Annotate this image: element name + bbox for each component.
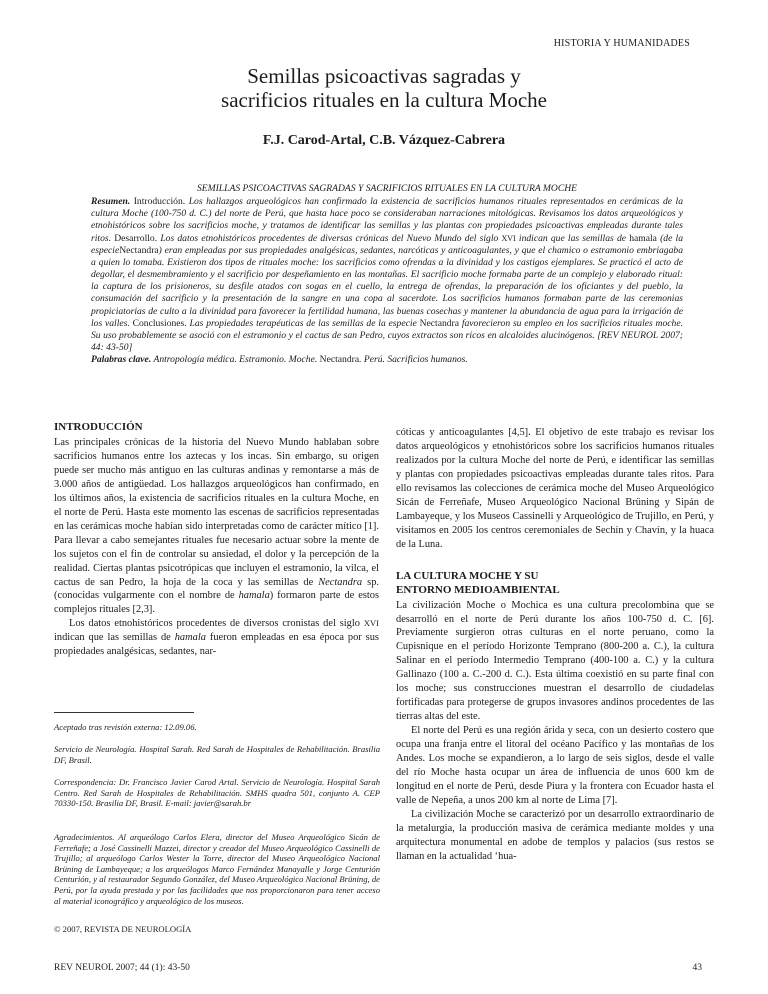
intro-p2-c: fueron empleadas en esa época por sus propiedades analgésicas, sedantes, nar- xyxy=(54,632,379,658)
nectandra-term: Nectandra xyxy=(119,244,159,256)
right-column xyxy=(396,426,714,864)
dev-label: Desarrollo. xyxy=(114,232,158,244)
hamala-term: hamala xyxy=(629,232,657,244)
correspondence-note: Correspondencia: Dr. Francisco Javier Carod Artal. Servicio de Neurología. Hospital Sarah Centro. Red Sarah de Hospitales de Rehabilitación. SMHS quadra 501, conjunto A. CEP 70330-150. Brasilia DF, Brasil. E-mail: javier@sarah.br xyxy=(54,777,380,809)
copyright-text: © 2007, REVISTA DE NEUROLOGÍA xyxy=(54,924,192,934)
intro-heading: INTRODUCCIÓN xyxy=(54,421,143,433)
abstract-dev-a: Los datos etnohistóricos procedentes de diversas crónicas del Nuevo Mundo del siglo xyxy=(160,232,499,244)
abstract-dev-c: (de la especie xyxy=(91,232,684,256)
keywords-label: Palabras clave. xyxy=(91,354,152,366)
intro-p1-b: sp. (conocidas vulgarmente con el nombre de xyxy=(54,576,379,602)
journal-citation: REV NEUROL 2007; 44 (1): 43-50 xyxy=(54,963,190,973)
moche-heading-line-1: LA CULTURA MOCHE Y SU xyxy=(396,569,539,582)
century: XVI xyxy=(501,233,516,243)
authors: F.J. Carod-Artal, C.B. Vázquez-Cabrera xyxy=(262,133,506,148)
concl-label: Conclusiones. xyxy=(132,317,187,329)
abstract-heading: SEMILLAS PSICOACTIVAS SAGRADAS Y SACRIFICIOS RITUALES EN LA CULTURA MOCHE xyxy=(196,183,578,194)
abstract xyxy=(91,183,683,366)
resumen-label: Resumen. xyxy=(91,196,131,208)
keywords-a: Antropología médica. Estramonio. Moche. xyxy=(153,354,318,366)
intro-p2-b: indican que las semillas de xyxy=(54,632,171,644)
century-2: XVI xyxy=(363,618,379,629)
moche-heading xyxy=(396,569,714,597)
moche-paragraph-2: El norte del Perú es una región árida y seca, con un desierto costero que ocupa una franja entre el litoral del océano Pacífico y las montañas de los Andes. Los moche se expandieron, a lo largo de seis siglos, desde el valle del río Moche hasta ocupar un área de influencia de unos 600 km de longitud en el norte de Perú, desde Piura y la frontera con Ecuador hasta el valle de Nepeña, a unos 200 km al norte de Lima [7]. xyxy=(396,725,714,806)
hamala-italic-2: hamala xyxy=(174,632,206,644)
intro-paragraph-2 xyxy=(54,617,379,659)
moche-heading-line-2: ENTORNO MEDIOAMBIENTAL xyxy=(396,583,560,596)
nectandra-italic: Nectandra xyxy=(318,576,363,588)
copyright-note xyxy=(54,924,380,935)
intro-p1-c: ) formaron parte de estos complejos rituales [2,3]. xyxy=(54,590,379,616)
moche-paragraph-3: La civilización Moche se caracterizó por un desarrollo extraordinario de la metalurgia, la producción masiva de cerámica mediante moldes y una arquitectura monumental en adobe de templos y palacios (sus restos se llaman en la actualidad ‘hua- xyxy=(396,808,714,862)
nectandra-term-2: Nectandra xyxy=(419,317,460,329)
article-title xyxy=(0,64,768,112)
hamala-italic: hamala xyxy=(238,590,270,602)
acknowledgements-note: Agradecimientos. Al arqueólogo Carlos Elera, director del Museo Arqueológico Sicán de Ferreñafe; a José Cassinelli Mazzei, director y creador del Museo Arqueológico Cassinelli de Trujillo; al arqueólogo Carlos Wester la Torre, director del Museo Arqueológico Nacional Brüning de Lambayeque; a los arqueólogos Marco Fernández Manayalle y Jorge Centurión Centurión, y al restaurador Segundo González, del Museo Arqueológico Nacional Brüning, de Perú, por la ayuda prestada y por las facilidades que nos proporcionaron para tener acceso al material iconográfico y arqueológico de los museos. xyxy=(54,832,380,906)
intro-p1-text: Las principales crónicas de la historia del Nuevo Mundo hablaban sobre sacrificios humanos entre los aztecas y los incas. Sin embargo, su origen puede ser mucho más antiguo en las culturas andinas y remontarse a más de 3.000 años de antigüedad. Los hallazgos arqueológicos han confirmado, en los últimos años, la existencia de sacrificios rituales en la cultura Moche, en el norte de Perú. Hasta este momento las escenas de sacrificios representadas en las cerámicas moche habían sido interpretadas como de carácter mítico [1]. Para llevar a cabo semejantes rituales fue necesario actuar sobre la mente de los sujetos con el fin de controlar su ansiedad, el dolor y la percepción de la realidad. Ciertas plantas psicotrópicas que incluyen el estramonio, la vilca, el cactus de san Pedro, la hoja de la coca y las semillas de xyxy=(54,437,379,588)
section-header: HISTORIA Y HUMANIDADES xyxy=(553,38,690,49)
page-number: 43 xyxy=(692,963,702,973)
intro-paragraph-1 xyxy=(54,436,379,617)
intro-p2-a: Los datos etnohistóricos procedentes de diversos cronistas del siglo xyxy=(69,618,360,630)
abstract-concl-b: favorecieron su empleo en los sacrificios rituales moche. Su uso probablemente se asoció con el estramonio y el cactus de san Pedro, cuyos extractos son ricos en alcaloides alucinógenos. [REV NEUROL 2007; 44: 43-50] xyxy=(91,317,683,354)
left-column xyxy=(54,420,379,659)
abstract-dev-d: ) eran empleadas por sus propiedades analgésicas, sedantes, narcóticas y anticoagulantes, y que el chamico o estramonio embriagaba a quien lo tomaba. Existieron dos tipos de rituales moche: los sacrificios como ofrendas a la divinidad y los castigos ejemplares. Se practicó el acto de degollar, el desmembramiento y el sacrificio por despeñamiento en las montañas. El sacrificio moche formaba parte de un complejo y elaborado ritual: la captura de los prisioneros, su desfile atados con sogas en el cuello, la entrega de ofrendas, la preparación de los oficiantes y del pueblo, la consumación del sacrificio y la presentación de la sangre en una copa al sacerdote. Los sacrificios humanos formaban parte de las ceremonias propiciatorias de culto a la divinidad para favorecer la fertilidad humana, las buenas cosechas y mantener la abundancia de agua para la irrigación de los valles. xyxy=(91,244,683,329)
affiliation-note: Servicio de Neurología. Hospital Sarah. Red Sarah de Hospitales de Rehabilitación. Brasilia DF, Brasil. xyxy=(54,744,380,765)
title-line-1: Semillas psicoactivas sagradas y xyxy=(247,64,521,88)
title-line-2: sacrificios rituales en la cultura Moche xyxy=(221,88,547,112)
keywords-nectandra: Nectandra xyxy=(319,354,360,366)
right-paragraph-cont: cóticas y anticoagulantes [4,5]. El objetivo de este trabajo es revisar los datos arqueológicos y etnohistóricos sobre los sacrificios humanos rituales realizados por la cultura Moche del norte de Perú, e identificar las semillas y plantas con propiedades psicoactivas empleadas durante tales ritos. Para ello revisamos las colecciones de cerámica moche del Museo Arqueológico Sicán de Ferreñafe, Museo Arqueológico Nacional Brüning y Sipán de Lambayeque, y los Museos Cassinelli y Arqueológico de Trujillo, en Perú, y visitamos en 2005 los centros ceremoniales de Sechín y Chavín, y la huaca de la Luna. xyxy=(396,427,714,550)
abstract-concl-a: Las propiedades terapéuticas de las semillas de la especie xyxy=(189,317,417,329)
intro-label: Introducción. xyxy=(133,196,186,208)
keywords-b: . Perú. Sacrificios humanos. xyxy=(359,354,468,366)
accepted-note: Aceptado tras revisión externa: 12.09.06. xyxy=(54,722,197,732)
footnote-rule xyxy=(54,712,194,713)
moche-paragraph-1: La civilización Moche o Mochica es una cultura precolombina que se desarrolló en el norte de Perú durante los años 100-750 d. C. [6]. Previamente surgieron otras culturas en el norte peruano, como la Cupisnique en el período Horizonte Temprano (800-200 a. C.), la cultura Salinar en el período Intermedio Temprano (400-100 a. C.) y la cultura Gallinazo (100 a. C.-200 d. C.). Esta última coexistió en su parte final con los moche; sus construcciones muestran el desarrollo de ciudadelas fortificadas para protegerse de grupos invasores andinos procedentes de las tierras altas del este. xyxy=(396,599,714,723)
abstract-intro: Los hallazgos arqueológicos han confirmado la existencia de sacrificios humanos rituales representados en cerámicas de la cultura Moche (100-750 d. C.) del norte de Perú, que hasta hace poco se consideraban narraciones mitológicas. Revisamos los datos arqueológicos y etnohistóricos sobre los sacrificios moche, y tratamos de identificar las semillas y las plantas con propiedades psicoactivas empleadas durante tales ritos. xyxy=(91,196,683,244)
abstract-dev-b: indican que las semillas de xyxy=(518,232,626,244)
